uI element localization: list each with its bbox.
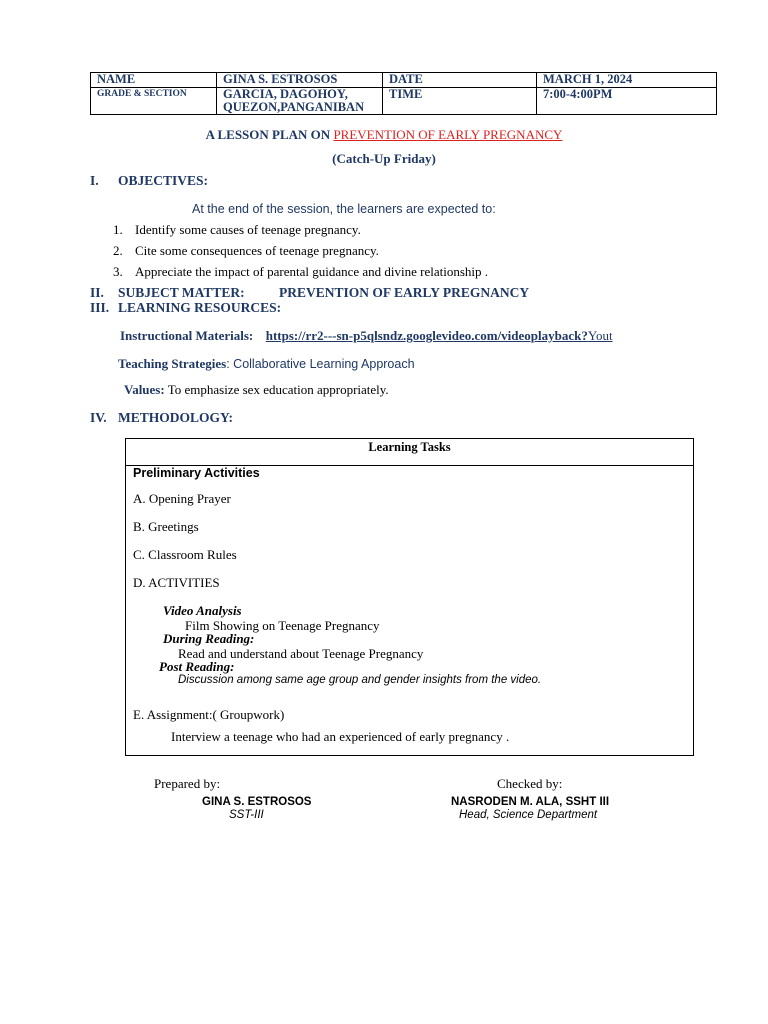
task-c: C. Classroom Rules (133, 547, 237, 562)
title-prefix: A LESSON PLAN ON (205, 127, 334, 142)
values-label: Values: (124, 382, 165, 397)
values-line (124, 382, 389, 398)
prepared-by-role: SST-III (229, 809, 264, 821)
teaching-strategies (118, 356, 415, 372)
objective-2-text: Cite some consequences of teenage pregnancy. (135, 243, 379, 258)
learning-tasks-table (125, 438, 694, 756)
instructional-materials-link[interactable]: https://rr2---sn-p5qlsndz.googlevideo.com/videoplayback? (265, 328, 588, 343)
date-value: MARCH 1, 2024 (537, 73, 717, 88)
time-value: 7:00-4:00PM (537, 88, 717, 115)
title-topic: PREVENTION OF EARLY PREGNANCY (333, 127, 563, 142)
values-value: To emphasize sex education appropriately. (167, 382, 389, 397)
prepared-by-label: Prepared by: (154, 776, 221, 791)
interview-assignment: Interview a teenage who had an experienced of early pregnancy . (171, 729, 510, 744)
learning-resources-number: III. (90, 300, 110, 315)
grade-section-value: GARCIA, DAGOHOY, QUEZON,PANGANIBAN (217, 88, 383, 115)
objective-3-text: Appreciate the impact of parental guidance and divine relationship . (135, 264, 489, 279)
learning-resources-heading: LEARNING RESOURCES: (118, 300, 282, 315)
read-understand: Read and understand about Teenage Pregnancy (178, 646, 424, 661)
task-b: B. Greetings (133, 519, 199, 534)
instructional-materials (120, 328, 613, 344)
objective-1-text: Identify some causes of teenage pregnancy. (135, 222, 361, 237)
name-label: NAME (91, 73, 217, 88)
instructional-materials-label: Instructional Materials: (120, 328, 254, 343)
film-showing: Film Showing on Teenage Pregnancy (185, 618, 380, 633)
subject-matter-heading: SUBJECT MATTER: (118, 285, 245, 300)
methodology-heading: METHODOLOGY: (118, 410, 234, 425)
prepared-by-name: GINA S. ESTROSOS (202, 796, 312, 808)
objectives-heading: OBJECTIVES: (118, 173, 209, 188)
discussion: Discussion among same age group and gender insights from the video. (178, 674, 542, 686)
task-e: E. Assignment:( Groupwork) (133, 707, 285, 722)
lesson-plan-subtitle: (Catch-Up Friday) (332, 151, 436, 166)
time-label: TIME (383, 88, 537, 115)
checked-by-label: Checked by: (497, 776, 563, 791)
grade-section-label: GRADE & SECTION (91, 88, 217, 115)
header-table (90, 72, 717, 115)
video-analysis: Video Analysis (163, 603, 242, 618)
date-label: DATE (383, 73, 537, 88)
post-reading: Post Reading: (159, 659, 235, 674)
task-d: D. ACTIVITIES (133, 575, 220, 590)
objective-1-num: 1. (113, 222, 123, 237)
preliminary-activities: Preliminary Activities (133, 466, 260, 480)
learning-tasks-header: Learning Tasks (126, 439, 693, 466)
subject-matter-number: II. (90, 285, 104, 300)
subject-matter-value: PREVENTION OF EARLY PREGNANCY (279, 285, 530, 300)
during-reading: During Reading: (163, 631, 255, 646)
name-value: GINA S. ESTROSOS (217, 73, 383, 88)
methodology-number: IV. (90, 410, 107, 425)
teaching-strategies-label: Teaching Strategies (118, 356, 227, 371)
checked-by-name: NASRODEN M. ALA, SSHT III (451, 796, 610, 808)
task-a: A. Opening Prayer (133, 491, 231, 506)
lesson-plan-title (0, 127, 768, 143)
objectives-intro: At the end of the session, the learners are expected to: (192, 202, 496, 216)
teaching-strategies-value: : Collaborative Learning Approach (226, 357, 415, 371)
objectives-number: I. (90, 173, 99, 188)
objective-2-num: 2. (113, 243, 123, 258)
objective-3-num: 3. (113, 264, 123, 279)
instructional-materials-link-tail[interactable]: Yout (587, 328, 613, 343)
checked-by-role: Head, Science Department (459, 809, 598, 821)
